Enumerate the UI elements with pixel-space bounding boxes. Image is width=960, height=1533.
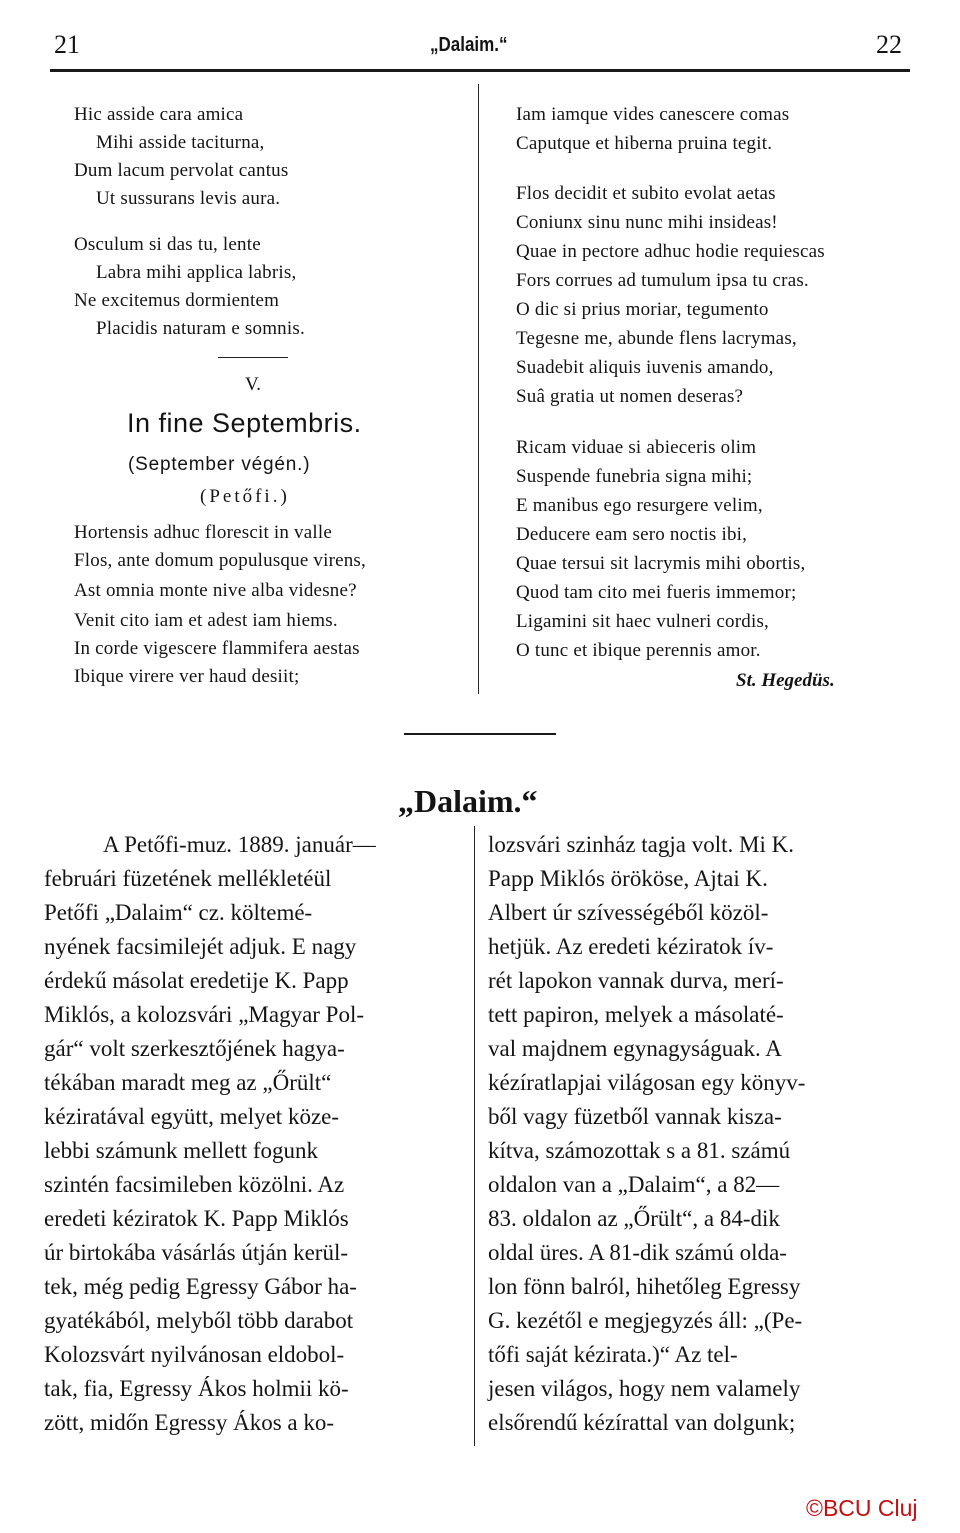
- poem-line: Mihi asside taciturna,: [96, 132, 265, 153]
- prose-line: Kolozsvárt nyilvánosan eldobol-: [44, 1342, 345, 1367]
- poem-line: O dic si prius moriar, tegumento: [516, 299, 769, 320]
- prose-line: tett papiron, melyek a másolaté-: [488, 1002, 784, 1027]
- poem-line: O tunc et ibique perennis amor.: [516, 640, 761, 661]
- prose-column-divider: [474, 826, 475, 1446]
- signature: St. Hegedüs.: [736, 670, 835, 691]
- poem-line: Suâ gratia ut nomen deseras?: [516, 386, 744, 407]
- poem-line: Labra mihi applica labris,: [96, 262, 297, 283]
- poem-line: Ne excitemus dormientem: [74, 290, 280, 311]
- header-rule: [50, 69, 910, 72]
- article-title: „Dalaim.“: [398, 783, 538, 819]
- prose-line: nyének facsimilejét adjuk. E nagy: [44, 934, 357, 959]
- prose-line: oldalon van a „Dalaim“, a 82—: [488, 1172, 780, 1197]
- poem-line: Caputque et hiberna pruina tegit.: [516, 133, 773, 154]
- poem-line: Venit cito iam et adest iam hiems.: [74, 610, 338, 631]
- poem-line: Coniunx sinu nunc mihi insideas!: [516, 212, 778, 233]
- prose-line: hetjük. Az eredeti kéziratok ív-: [488, 934, 774, 959]
- prose-line: eredeti kéziratok K. Papp Miklós: [44, 1206, 349, 1231]
- prose-line: tékában maradt meg az „Őrült“: [44, 1070, 332, 1095]
- prose-line: érdekű másolat eredetije K. Papp: [44, 968, 349, 993]
- prose-line: tek, még pedig Egressy Gábor ha-: [44, 1274, 357, 1299]
- poem-line: Fors corrues ad tumulum ipsa tu cras.: [516, 270, 809, 291]
- prose-line: tőfi saját kézirata.)“ Az tel-: [488, 1342, 738, 1367]
- prose-line: kézíratlapjai világosan egy könyv-: [488, 1070, 806, 1095]
- section-subtitle: (September végén.): [128, 454, 311, 475]
- poem-line: Tegesne me, abunde flens lacrymas,: [516, 328, 797, 349]
- prose-line: kéziratával együtt, melyet köze-: [44, 1104, 340, 1129]
- prose-line: lozsvári szinház tagja volt. Mi K.: [488, 832, 794, 857]
- poem-line: Placidis naturam e somnis.: [96, 318, 305, 339]
- page-number-left: 21: [54, 30, 80, 59]
- poem-column-divider: [478, 84, 479, 694]
- poem-line: E manibus ego resurgere velim,: [516, 495, 763, 516]
- prose-line: Petőfi „Dalaim“ cz. költemé-: [44, 900, 313, 925]
- poem-line: In corde vigescere flammifera aestas: [74, 638, 360, 659]
- prose-line: februári füzetének mellékletéül: [44, 866, 332, 891]
- poem-line: Quae tersui sit lacrymis mihi obortis,: [516, 553, 806, 574]
- prose-line: val majdnem egynagyságuak. A: [488, 1036, 782, 1061]
- poem-line: Deducere eam sero noctis ibi,: [516, 524, 748, 545]
- poem-line: Ut sussurans levis aura.: [96, 188, 281, 209]
- section-number: V.: [245, 374, 262, 395]
- prose-line: Albert úr szívességéből közöl-: [488, 900, 769, 925]
- prose-line: A Petőfi-muz. 1889. január—: [103, 832, 376, 857]
- stanza-rule: [218, 357, 288, 358]
- prose-line: gár“ volt szerkesztőjének hagya-: [44, 1036, 345, 1061]
- poem-line: Dum lacum pervolat cantus: [74, 160, 289, 181]
- poem-line: Ast omnia monte nive alba videsne?: [74, 580, 357, 601]
- page-number-right: 22: [876, 30, 902, 59]
- poem-line: Quae in pectore adhuc hodie requiescas: [516, 241, 825, 262]
- prose-line: elsőrendű kézírattal van dolgunk;: [488, 1410, 796, 1435]
- poem-line: Suadebit aliquis iuvenis amando,: [516, 357, 774, 378]
- poem-line: Flos, ante domum populusque virens,: [74, 550, 366, 571]
- prose-line: szintén facsimileben közölni. Az: [44, 1172, 345, 1197]
- prose-line: Miklós, a kolozsvári „Magyar Pol-: [44, 1002, 365, 1027]
- poem-line: Quod tam cito mei fueris immemor;: [516, 582, 797, 603]
- poem-line: Ibique virere ver haud desiit;: [74, 666, 300, 687]
- prose-line: zött, midőn Egressy Ákos a ko-: [44, 1410, 335, 1435]
- prose-line: kítva, számozottak s a 81. számú: [488, 1138, 791, 1163]
- prose-line: Papp Miklós örököse, Ajtai K.: [488, 866, 768, 891]
- prose-line: 83. oldalon az „Őrült“, a 84-dik: [488, 1206, 780, 1231]
- prose-line: oldal üres. A 81-dik számú olda-: [488, 1240, 787, 1265]
- poem-line: Hortensis adhuc florescit in valle: [74, 522, 332, 543]
- section-title: In fine Septembris.: [127, 408, 362, 438]
- poem-line: Osculum si das tu, lente: [74, 234, 261, 255]
- section-divider-rule: [404, 733, 556, 735]
- poem-line: Suspende funebria signa mihi;: [516, 466, 753, 487]
- prose-line: ből vagy füzetből vannak kisza-: [488, 1104, 782, 1129]
- poem-line: Ligamini sit haec vulneri cordis,: [516, 611, 770, 632]
- prose-line: tak, fia, Egressy Ákos holmii kö-: [44, 1376, 349, 1401]
- section-author: (Petőfi.): [200, 486, 290, 507]
- prose-line: lon fönn balról, hihetőleg Egressy: [488, 1274, 801, 1299]
- poem-line: Iam iamque vides canescere comas: [516, 104, 790, 125]
- poem-line: Hic asside cara amica: [74, 104, 244, 125]
- prose-line: G. kezétől e megjegyzés áll: „(Pe-: [488, 1308, 803, 1333]
- poem-line: Flos decidit et subito evolat aetas: [516, 183, 776, 204]
- prose-line: jesen világos, hogy nem valamely: [488, 1376, 801, 1401]
- poem-line: Ricam viduae si abieceris olim: [516, 437, 757, 458]
- prose-line: lebbi számunk mellett fogunk: [44, 1138, 319, 1163]
- prose-line: gyatékából, melyből több darabot: [44, 1308, 354, 1333]
- page-header: [0, 30, 960, 66]
- library-watermark: ©BCU Cluj: [806, 1495, 918, 1521]
- running-title: „Dalaim.“: [430, 34, 508, 56]
- prose-line: úr birtokába vásárlás útján kerül-: [44, 1240, 348, 1265]
- prose-line: rét lapokon vannak durva, merí-: [488, 968, 784, 993]
